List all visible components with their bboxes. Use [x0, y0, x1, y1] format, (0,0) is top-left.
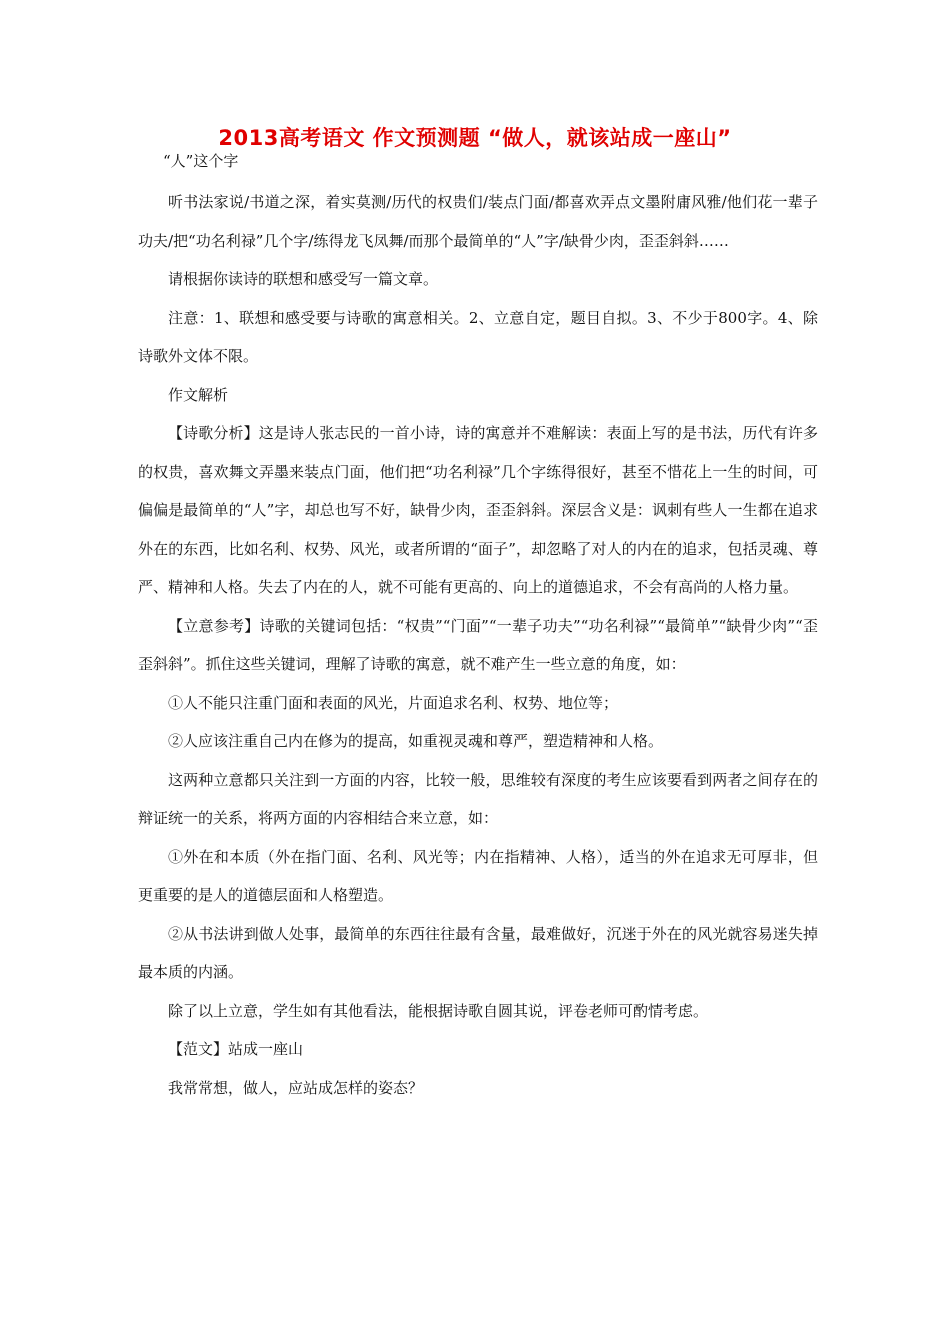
section-heading-sample: 【范文】站成一座山	[168, 1040, 304, 1058]
document-title: 2013高考语文 作文预测题 “做人，就该站成一座山”	[218, 126, 732, 150]
paragraph-poem-analysis: 【诗歌分析】这是诗人张志民的一首小诗，诗的寓意并不难解读：表面上写的是书法，历代有许多的权贵，喜欢舞文弄墨来装点门面，他们把“功名利禄”几个字练得很好，甚至不惜花上一生的时间，可偏偏是最简单的“人”字，却总也写不好，缺骨少肉，歪歪斜斜。深层含义是：讽刺有些人一生都在追求外在的东西，比如名利、权势、风光，或者所谓的“面子”，却忽略了对人的内在的追求，包括灵魂、尊严、精神和人格。失去了内在的人，就不可能有更高的、向上的道德追求，不会有高尚的人格力量。	[138, 424, 818, 596]
paragraph-poem: 听书法家说/书道之深，着实莫测/历代的权贵们/装点门面/都喜欢弄点文墨附庸风雅/他们花一辈子功夫/把“功名利禄”几个字/练得龙飞凤舞/而那个最简单的“人”字/缺骨少肉，歪歪斜斜……	[138, 193, 818, 250]
section-heading-analysis: 作文解析	[168, 385, 229, 404]
paragraph-comment: 这两种立意都只关注到一方面的内容，比较一般，思维较有深度的考生应该要看到两者之间存在的辩证统一的关系，将两方面的内容相结合来立意，如：	[138, 770, 818, 827]
poem-title: “人”这个字	[163, 152, 239, 170]
list-item: ①外在和本质（外在指门面、名利、风光等；内在指精神、人格），适当的外在追求无可厚非，但更重要的是人的道德层面和人格塑造。	[138, 847, 818, 904]
paragraph-other-views: 除了以上立意，学生如有其他看法，能根据诗歌自圆其说，评卷老师可酌情考虑。	[168, 1001, 709, 1020]
paragraph-theme-reference: 【立意参考】诗歌的关键词包括：“权贵”“门面”“一辈子功夫”“功名利禄”“最简单”“缺骨少肉”“歪歪斜斜”。抓住这些关键词，理解了诗歌的寓意，就不难产生一些立意的角度，如：	[138, 616, 818, 673]
list-item: ②从书法讲到做人处事，最简单的东西往往最有含量，最难做好，沉迷于外在的风光就容易迷失掉最本质的内涵。	[138, 924, 818, 981]
list-item: ①人不能只注重门面和表面的风光，片面追求名利、权势、地位等；	[168, 693, 619, 712]
paragraph-sample-opening: 我常常想，做人，应站成怎样的姿态？	[168, 1078, 424, 1097]
document-body	[138, 183, 818, 1107]
list-item: ②人应该注重自己内在修为的提高，如重视灵魂和尊严，塑造精神和人格。	[168, 732, 664, 750]
paragraph-instruction: 请根据你读诗的联想和感受写一篇文章。	[168, 270, 439, 288]
paragraph-notes: 注意：1、联想和感受要与诗歌的寓意相关。2、立意自定，题目自拟。3、不少于800字。4、除诗歌外文体不限。	[138, 308, 818, 365]
